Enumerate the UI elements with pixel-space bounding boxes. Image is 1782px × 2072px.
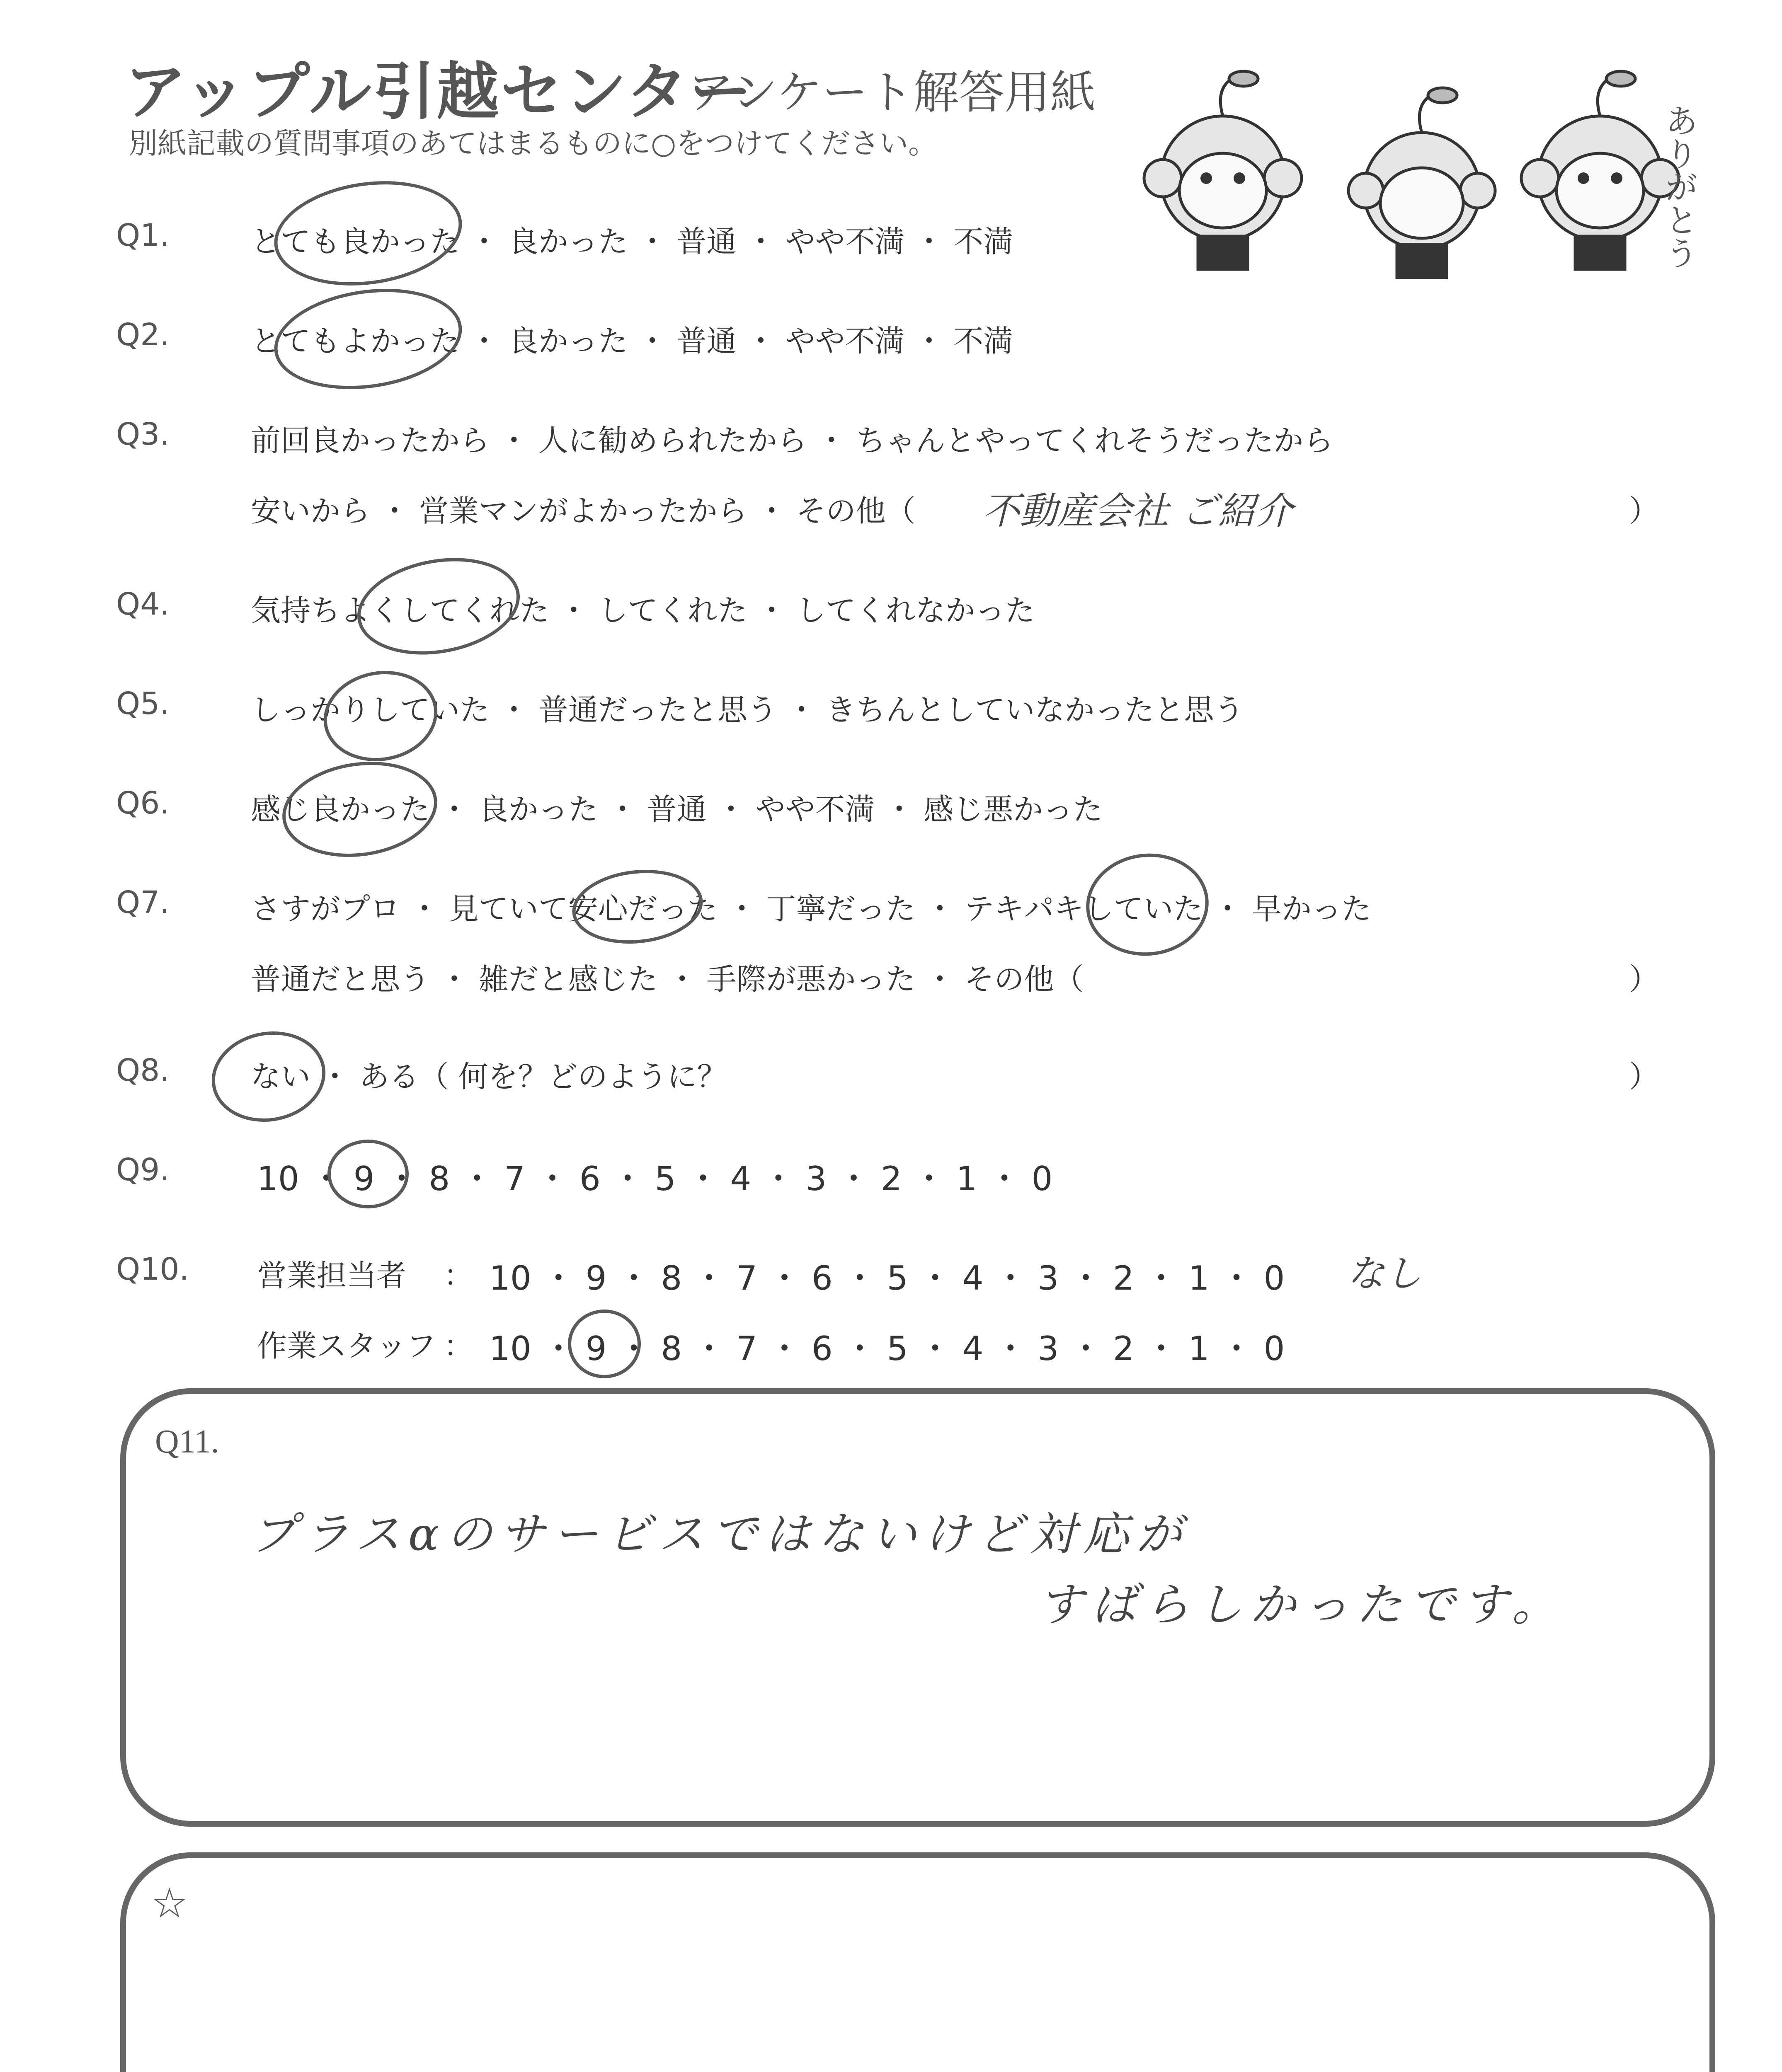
thanks-text: ありがとう xyxy=(1659,104,1698,269)
q1-answer-circle xyxy=(267,169,469,297)
monkey-mascots-illustration xyxy=(1140,54,1720,286)
q10-sales-note: なし xyxy=(1347,1252,1422,1295)
q10-sales-label: 営業担当者 xyxy=(257,1258,407,1293)
q1-label: Q1. xyxy=(116,218,170,253)
q8-close-paren: ） xyxy=(1629,1059,1659,1094)
q7-label: Q7. xyxy=(116,885,170,920)
q9-scale: 10 ・ 9 ・ 8 ・ 7 ・ 6 ・ 5 ・ 4 ・ 3 ・ 2 ・ 1 ・ 0 xyxy=(257,1159,1053,1198)
q3-label: Q3. xyxy=(116,416,170,452)
q8-answer-circle xyxy=(204,1023,332,1131)
q7-options-line2: 普通だと思う ・ 雑だと感じた ・ 手際が悪かった ・ その他（ xyxy=(251,962,1084,997)
star-icon: ☆ xyxy=(151,1881,188,1927)
form-title: アンケート解答用紙 xyxy=(688,66,1096,119)
q1-options: とても良かった ・ 良かった ・ 普通 ・ やや不満 ・ 不満 xyxy=(251,224,1013,259)
q10-staff-colon: ： xyxy=(444,1329,474,1363)
q11-comment-line1: プラスαのサービスではないけど対応が xyxy=(250,1508,1189,1561)
q11-comment-box xyxy=(120,1388,1715,1827)
q7-close-paren: ） xyxy=(1629,962,1659,997)
q11-label: Q11. xyxy=(155,1423,219,1460)
q9-answer-circle xyxy=(327,1140,409,1208)
q5-label: Q5. xyxy=(116,686,170,721)
q8-options: ない ・ ある（ 何を？どのように？ xyxy=(251,1059,727,1094)
q10-staff-scale: 10 ・ 9 ・ 8 ・ 7 ・ 6 ・ 5 ・ 4 ・ 3 ・ 2 ・ 1 ・ 0 xyxy=(489,1329,1285,1368)
q6-answer-circle xyxy=(276,752,444,867)
q10-staff-answer-circle xyxy=(568,1310,641,1378)
q4-label: Q4. xyxy=(116,586,170,622)
company-title: アップル引越センター xyxy=(124,56,754,128)
q9-label: Q9. xyxy=(116,1152,170,1188)
q7-answer-circle-anshin xyxy=(569,864,707,950)
q10-sales-colon: ： xyxy=(444,1258,474,1293)
q6-label: Q6. xyxy=(116,785,170,821)
q7-answer-circle-tekipaki xyxy=(1081,847,1214,962)
q10-staff-label: 作業スタッフ xyxy=(257,1329,436,1363)
q5-answer-circle xyxy=(316,662,444,770)
q3-close-paren: ） xyxy=(1629,494,1659,528)
q3-other-handwritten: 不動産会社 ご紹介 xyxy=(982,489,1293,533)
q11-comment-line2: すばらしかったです。 xyxy=(1038,1578,1565,1631)
q7-options-line1: さすがプロ ・ 見ていて安心だった ・ 丁寧だった ・ テキパキしていた ・ 早かった xyxy=(251,891,1372,926)
q5-options: しっかりしていた ・ 普通だったと思う ・ きちんとしていなかったと思う xyxy=(251,692,1244,727)
q4-options: 気持ちよくしてくれた ・ してくれた ・ してくれなかった xyxy=(251,593,1035,628)
q2-label: Q2. xyxy=(116,317,170,353)
q10-label: Q10. xyxy=(116,1251,189,1287)
instruction-text: 別紙記載の質問事項のあてはまるものに○をつけてください。 xyxy=(128,126,938,160)
q10-sales-scale: 10 ・ 9 ・ 8 ・ 7 ・ 6 ・ 5 ・ 4 ・ 3 ・ 2 ・ 1 ・ 0 xyxy=(489,1259,1285,1297)
q8-label: Q8. xyxy=(116,1053,170,1088)
q6-options: 感じ良かった ・ 良かった ・ 普通 ・ やや不満 ・ 感じ悪かった xyxy=(251,792,1103,827)
q4-answer-circle xyxy=(349,546,527,666)
q3-options-line1: 前回良かったから ・ 人に勧められたから ・ ちゃんとやってくれそうだったから xyxy=(251,423,1333,458)
star-comment-box xyxy=(120,1852,1715,2072)
q2-options: とてもよかった ・ 良かった ・ 普通 ・ やや不満 ・ 不満 xyxy=(251,324,1013,358)
q2-answer-circle xyxy=(268,277,468,400)
q3-options-line2: 安いから ・ 営業マンがよかったから ・ その他（ xyxy=(251,494,916,528)
